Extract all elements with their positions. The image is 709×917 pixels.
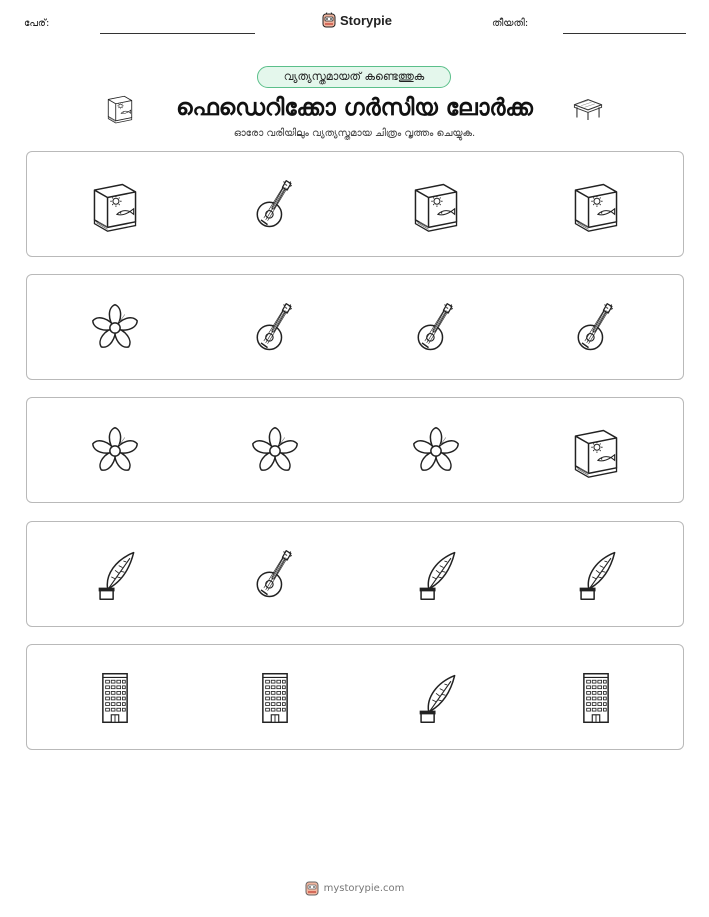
brand-name: Storypie xyxy=(340,12,393,28)
worksheet-header xyxy=(0,0,709,40)
page-title: ഫെഡെറിക്കോ ഗർസിയ ലോർക്ക xyxy=(176,95,533,121)
picture-row xyxy=(26,521,684,627)
guitar-icon[interactable] xyxy=(408,300,464,356)
building-icon[interactable] xyxy=(87,670,143,726)
storypie-mascot-icon xyxy=(322,12,336,28)
picture-row xyxy=(26,274,684,380)
guitar-icon[interactable] xyxy=(568,300,624,356)
footer-url: mystorypie.com xyxy=(323,882,405,894)
picture-row xyxy=(26,397,684,503)
book-icon[interactable] xyxy=(568,177,624,233)
quill-icon[interactable] xyxy=(408,670,464,726)
name-label: പേര്: xyxy=(24,18,50,29)
name-field[interactable] xyxy=(100,33,255,34)
brand-logo xyxy=(322,12,392,28)
guitar-icon[interactable] xyxy=(247,300,303,356)
flower-icon[interactable] xyxy=(87,300,143,356)
flower-icon[interactable] xyxy=(87,423,143,479)
footer xyxy=(0,880,709,896)
quill-icon[interactable] xyxy=(408,547,464,603)
book-icon[interactable] xyxy=(408,177,464,233)
title-row xyxy=(0,90,709,126)
flower-icon[interactable] xyxy=(408,423,464,479)
book-icon[interactable] xyxy=(568,423,624,479)
date-label: തീയതി: xyxy=(492,18,529,29)
building-icon[interactable] xyxy=(568,670,624,726)
instruction-text: ഓരോ വരിയിലും വ്യത്യസ്തമായ ചിത്രം വൃത്തം ചെയ്യുക. xyxy=(233,128,476,139)
book-icon[interactable] xyxy=(87,177,143,233)
table-icon xyxy=(571,96,605,122)
guitar-icon[interactable] xyxy=(247,177,303,233)
storypie-mascot-icon xyxy=(305,880,319,896)
quill-icon[interactable] xyxy=(568,547,624,603)
date-field[interactable] xyxy=(563,33,686,34)
flower-icon[interactable] xyxy=(247,423,303,479)
picture-row xyxy=(26,151,684,257)
guitar-icon[interactable] xyxy=(247,547,303,603)
activity-badge: വ്യത്യസ്തമായത് കണ്ടെത്തുക xyxy=(257,66,451,88)
quill-icon[interactable] xyxy=(87,547,143,603)
picture-row xyxy=(26,644,684,750)
building-icon[interactable] xyxy=(247,670,303,726)
